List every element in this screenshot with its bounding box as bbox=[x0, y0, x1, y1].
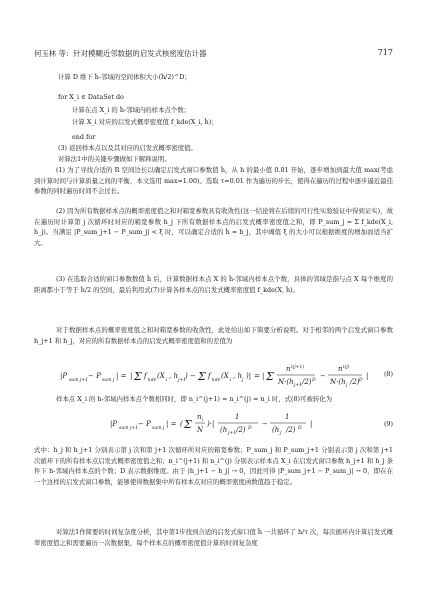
svg-text:/2): /2) bbox=[350, 378, 360, 386]
algo-line-endfor: end for bbox=[72, 133, 96, 141]
svg-text:D: D bbox=[359, 378, 363, 383]
svg-text:j: j bbox=[346, 383, 348, 388]
svg-text:j+1: j+1 bbox=[228, 431, 237, 436]
paragraph-step1: (1) 为了寻找合适的 R 空间边长以确定启发式窗口参数值 ĥ，从 h 的最小值 0.01 开始，逐步增加到最大值 max(考虑到计算时间与计算质量之间的平衡，本文选用 max=1.00)。选取 τ=0.01 作为遍历的步长，使得在遍历的过程中逐步逼近最佳参数的同时遍历时间不会过长。 bbox=[34, 166, 393, 196]
svg-text:): ) bbox=[185, 372, 188, 380]
svg-text:(h: (h bbox=[272, 426, 280, 434]
svg-text:− P: − P bbox=[88, 372, 101, 380]
svg-text:sum j+1: sum j+1 bbox=[119, 426, 138, 431]
svg-text:j: j bbox=[242, 378, 244, 383]
algo-line-volume: 计算 D 维下 ĥ-邻域的空间体积大小(ĥ/2)^D； bbox=[58, 73, 191, 81]
svg-text:| =: | = bbox=[166, 420, 177, 428]
equation-9-graphic bbox=[110, 408, 340, 440]
svg-text:(X: (X bbox=[221, 372, 229, 380]
svg-text:n: n bbox=[197, 413, 202, 421]
svg-text:n: n bbox=[338, 365, 343, 373]
paragraph-step2: (2) 因为所有数据样本点的概率密度值之和对箱宽参数具有收敛性(这一结论将在后续的可行性实验验证中得到证实)，故在遍历时计算第 j 次循环时对应的箱宽参数 h_j 下所有数据样本点的启发式概率密度值之和，即 P_sum_j = Σ f_kde(X_i, h_j)。当满足 |P_sum_j+1 − P_sum_j| < ξ 时，可以确定合适的 ĥ = h_j，其中阈值 ξ 的大小可以根据维度的增加而适当扩大。 bbox=[34, 207, 393, 247]
svg-text:n: n bbox=[286, 365, 291, 373]
svg-text:N·(h: N·(h bbox=[278, 378, 294, 386]
svg-text:i: i bbox=[230, 378, 232, 383]
svg-text:D: D bbox=[312, 378, 316, 383]
svg-text:−: − bbox=[262, 420, 268, 428]
svg-text:−: − bbox=[320, 372, 326, 380]
svg-text:− P: − P bbox=[138, 420, 151, 428]
svg-text:sum j+1: sum j+1 bbox=[69, 378, 88, 383]
page-number: 717 bbox=[377, 48, 393, 57]
algo-line-density: 计算 X_i 对应的启发式概率密度值 f_kde(X_i, ĥ)； bbox=[72, 118, 218, 126]
svg-text:|P: |P bbox=[60, 372, 68, 380]
svg-text:i: i bbox=[166, 378, 168, 383]
svg-text:j: j bbox=[280, 431, 282, 436]
svg-text:=: = bbox=[254, 372, 260, 380]
header-authors-title: 何玉林 等：针对模糊近邻数据的启发式核密度估计器 bbox=[34, 49, 207, 58]
paragraph-convergence: 对于数据样本点的概率密度值之和对箱宽参数的收敛性，此处给出如下简要分析说明。对于相邻的两个启发式窗口参数 h_j+1 和 h_j，对应的所有数据样本点的启发式概率密度值和的差值为 bbox=[34, 326, 393, 345]
equation-9-number: (9) bbox=[383, 420, 393, 428]
svg-text:D: D bbox=[248, 426, 252, 431]
equation-8-number: (8) bbox=[383, 370, 393, 378]
svg-text:(X: (X bbox=[157, 372, 165, 380]
svg-text:sum j: sum j bbox=[102, 378, 115, 383]
svg-text:| =: | = bbox=[116, 372, 127, 380]
svg-text:N: N bbox=[197, 426, 204, 434]
equation-8-graphic bbox=[60, 360, 380, 392]
svg-text:|: | bbox=[310, 420, 313, 428]
svg-text:i(j+1): i(j+1) bbox=[291, 365, 304, 370]
svg-text:j+1: j+1 bbox=[178, 378, 187, 383]
svg-text:i: i bbox=[202, 418, 204, 423]
step-return: (3) 返回样本点以及其对应的启发式概率密度值。 bbox=[58, 144, 197, 152]
svg-text:f: f bbox=[144, 372, 147, 380]
svg-text:j+1: j+1 bbox=[294, 383, 303, 388]
paragraph-symbols: 式中：h_j 和 h_j+1 分别表示第 j 次和第 j+1 次循环所对应的箱宽参数；P_sum_j 和 P_sum_j+1 分别表示第 j 次和第 j+1 次循环下的所有样本点启发式概率密度值之和；n_i^(j+1) 和 n_i^(j) 分别表示样本点 X_i 在启发式窗口参数 h_j+1 和 h_j 条件下 h-邻域内样本点的个数；D 表示数据维度。由于 |h_j+1 − h_j| → 0，因此可得 |P_sum_j+1 − P_sum_j| → 0，即在在一个这样的启发式窗口参数，能够使得数据集中所有样本点对应的概率密度函数值趋于稳定。 bbox=[34, 446, 393, 486]
svg-text:|P: |P bbox=[110, 420, 118, 428]
running-header bbox=[34, 48, 393, 60]
paragraph-step3: (3) 在选取合适的窗口参数数值 ĥ 后，计算数据样本点 X 的 ĥ-邻域内样本点个数，具体的邻域是指与点 X 每个维度的距离都小于等于 ĥ/2 的空间，最后利用式(7)计算各样本点的启发式概率密度值 f_kde(X, ĥ)。 bbox=[34, 275, 393, 294]
svg-text:|: | bbox=[130, 372, 133, 380]
svg-text:(: ( bbox=[180, 420, 183, 428]
paragraph-condition: 样本点 X_i 的 h-邻域内样本点个数相同时，即 n_i^(j+1) = n_i^(j) = n_i 时，式(8)可被转化为 bbox=[56, 395, 333, 403]
svg-text:)|: )| bbox=[246, 372, 252, 380]
svg-text:)·|: )·| bbox=[207, 420, 215, 428]
svg-text:f: f bbox=[208, 372, 211, 380]
svg-text:|: | bbox=[366, 372, 369, 380]
explain-intro: 对算法1中的关键步骤做如下解释说明。 bbox=[58, 155, 171, 163]
paragraph-complexity: 对算法1作简要的时间复杂度分析，其中第1步找到合适的启发式窗口值 ĥ 一共循环了 h/τ 次，每次循环内计算启发式概率密度值之和需要遍历一次数据集，每个样本点的概率密度值计算的时间复杂度 bbox=[34, 528, 393, 547]
svg-text:Σ: Σ bbox=[266, 370, 274, 383]
svg-text:, h: , h bbox=[169, 372, 178, 380]
svg-text:sum j: sum j bbox=[152, 426, 165, 431]
svg-text:N·(h: N·(h bbox=[330, 378, 346, 386]
svg-text:1: 1 bbox=[285, 413, 290, 421]
svg-text:Σ: Σ bbox=[184, 418, 192, 431]
svg-text:1: 1 bbox=[235, 413, 240, 421]
svg-text:|: | bbox=[262, 372, 265, 380]
svg-text:−: − bbox=[190, 372, 196, 380]
svg-text:/2): /2) bbox=[286, 426, 296, 434]
svg-text:i(j): i(j) bbox=[343, 365, 350, 370]
svg-text:, h: , h bbox=[233, 372, 242, 380]
svg-text:kde: kde bbox=[212, 378, 221, 383]
svg-text:/2): /2) bbox=[236, 426, 246, 434]
equation-9 bbox=[110, 408, 340, 442]
svg-text:/2): /2) bbox=[302, 378, 312, 386]
svg-text:(h: (h bbox=[220, 426, 228, 434]
svg-text:D: D bbox=[298, 426, 302, 431]
svg-text:Σ: Σ bbox=[134, 370, 142, 383]
algo-line-for: for X_i ∈ DataSet do bbox=[58, 93, 124, 101]
svg-text:Σ: Σ bbox=[198, 370, 206, 383]
algo-line-count: 计算在点 X_i 的 ĥ-邻域内的样本点个数； bbox=[72, 106, 191, 114]
svg-text:kde: kde bbox=[148, 378, 157, 383]
equation-8 bbox=[60, 360, 380, 394]
